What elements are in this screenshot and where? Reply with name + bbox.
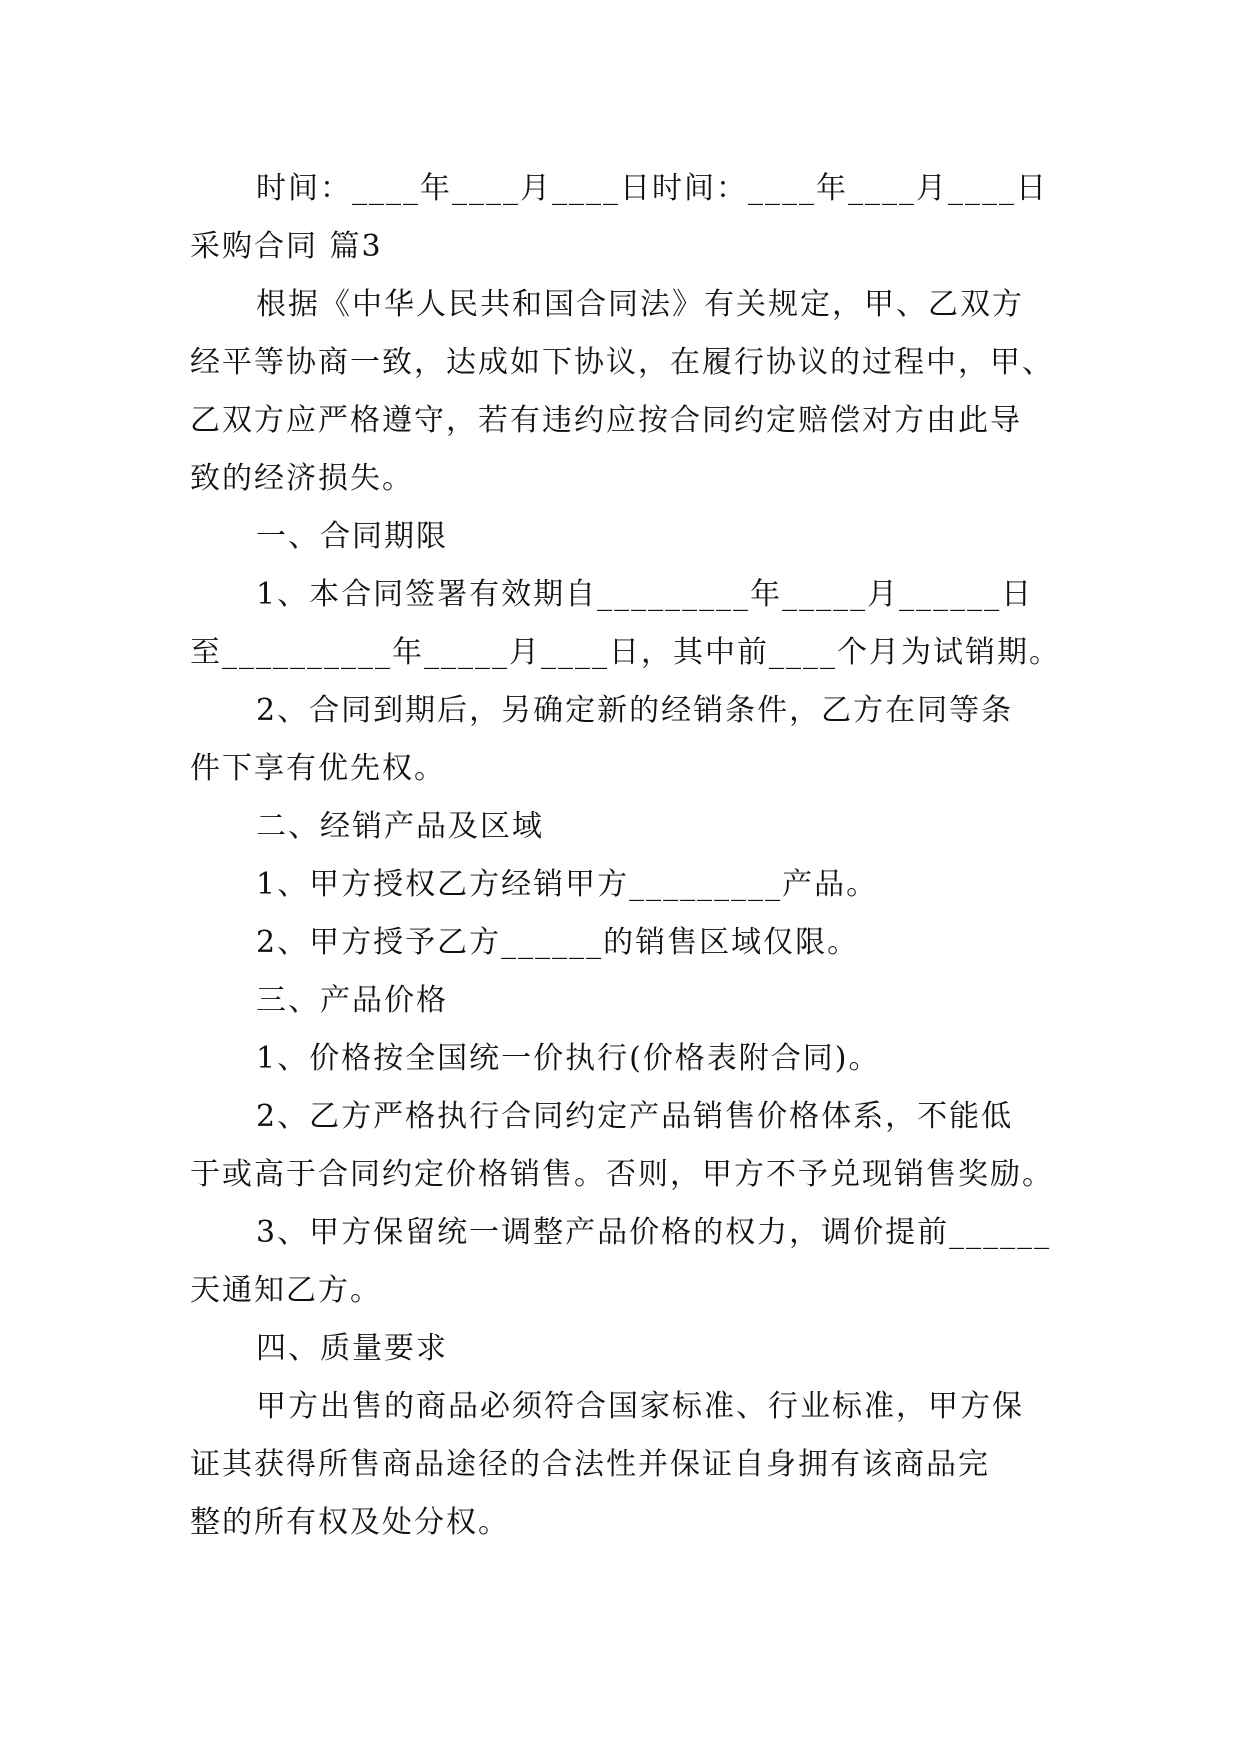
clause-heading: 三、产品价格 [256, 983, 448, 1018]
paragraph-line: 证其获得所售商品途径的合法性并保证自身拥有该商品完 [190, 1447, 990, 1482]
clause-item: 至__________年_____月____日，其中前____个月为试销期。 [190, 635, 1061, 670]
paragraph-line: 根据《中华人民共和国合同法》有关规定，甲、乙双方 [256, 287, 1024, 322]
clause-heading: 二、经销产品及区域 [256, 809, 544, 844]
clause-item: 2、乙方严格执行合同约定产品销售价格体系，不能低 [256, 1099, 1014, 1134]
date-line: 时间：____年____月____日时间：____年____月____日 [256, 171, 1048, 206]
clause-heading: 一、合同期限 [256, 519, 448, 554]
clause-item: 于或高于合同约定价格销售。否则，甲方不予兑现销售奖励。 [190, 1157, 1054, 1192]
clause-item: 2、甲方授予乙方______的销售区域仅限。 [256, 925, 860, 960]
paragraph-line: 致的经济损失。 [190, 461, 414, 496]
clause-item: 2、合同到期后，另确定新的经销条件，乙方在同等条 [256, 693, 1014, 728]
section-title: 采购合同 篇3 [190, 229, 383, 264]
clause-heading: 四、质量要求 [256, 1331, 448, 1366]
paragraph-line: 甲方出售的商品必须符合国家标准、行业标准，甲方保 [256, 1389, 1024, 1424]
clause-item: 1、甲方授权乙方经销甲方_________产品。 [256, 867, 879, 902]
document-page [190, 160, 1070, 1552]
paragraph-line: 乙双方应严格遵守，若有违约应按合同约定赔偿对方由此导 [190, 403, 1022, 438]
clause-item: 1、本合同签署有效期自_________年_____月______日 [256, 577, 1034, 612]
paragraph-line: 经平等协商一致，达成如下协议，在履行协议的过程中，甲、 [190, 345, 1054, 380]
clause-item: 1、价格按全国统一价执行(价格表附合同)。 [256, 1041, 881, 1076]
clause-item: 件下享有优先权。 [190, 751, 446, 786]
paragraph-line: 整的所有权及处分权。 [190, 1505, 510, 1540]
clause-item: 3、甲方保留统一调整产品价格的权力，调价提前______ [256, 1215, 1052, 1250]
clause-item: 天通知乙方。 [190, 1273, 382, 1308]
